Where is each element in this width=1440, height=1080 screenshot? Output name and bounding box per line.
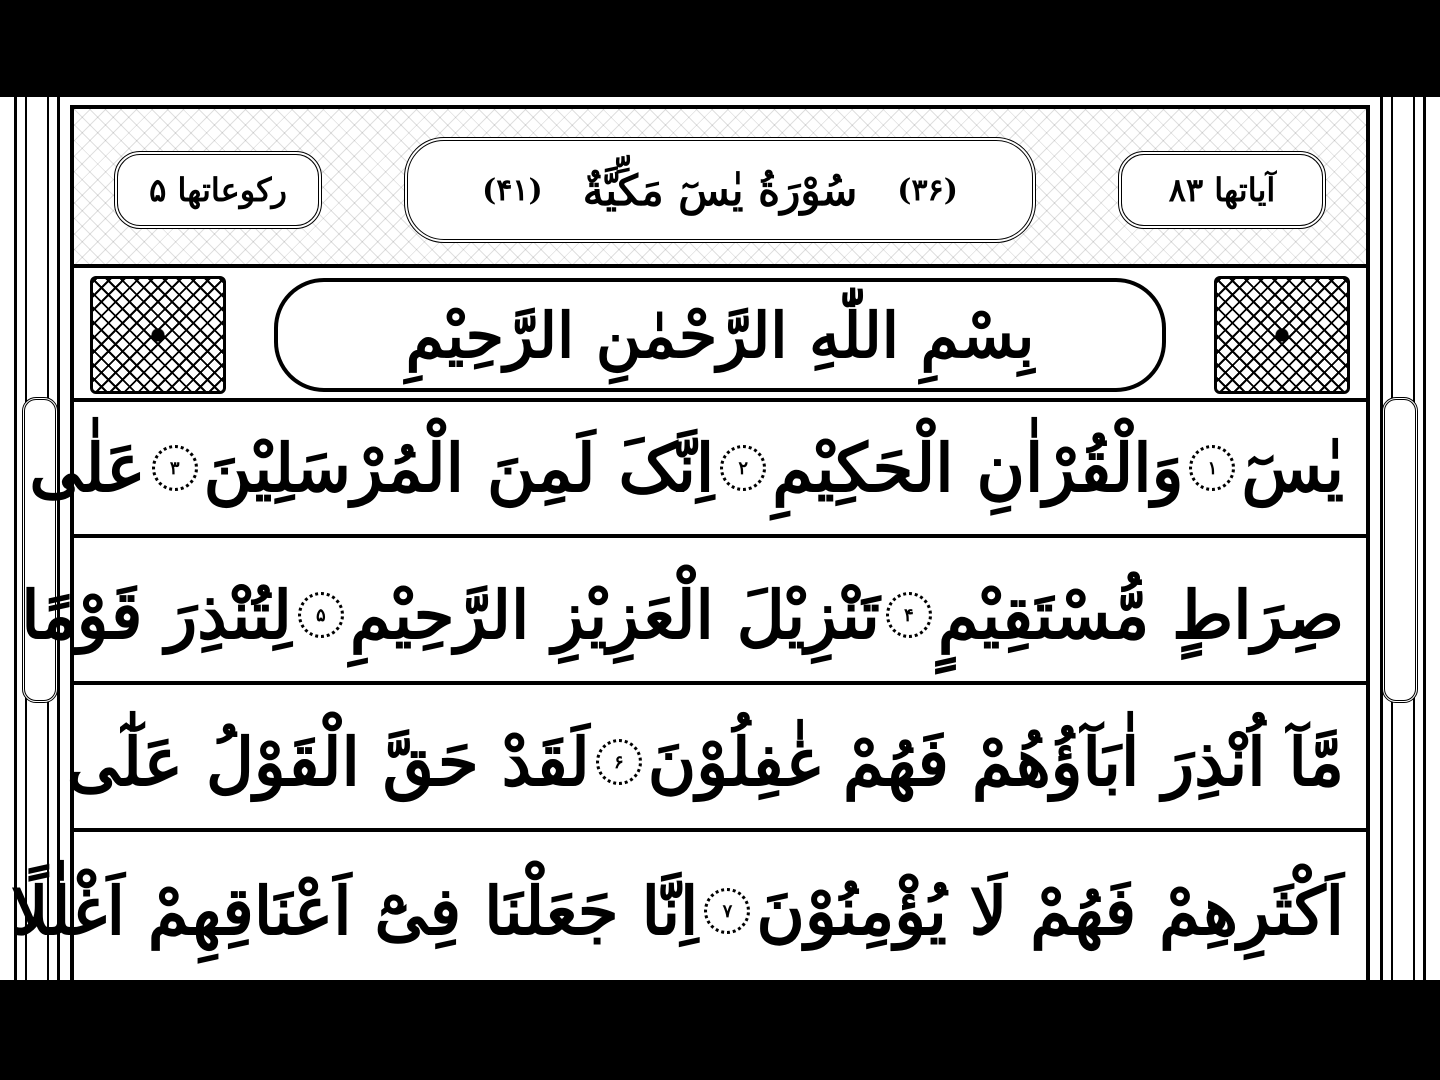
verse-text: عَلٰی bbox=[29, 429, 146, 507]
ayah-number-marker: ۱ bbox=[1189, 445, 1235, 491]
surah-number: (۳۶) bbox=[897, 172, 958, 208]
verse-lines bbox=[10, 402, 1366, 980]
ayah-number-marker: ۴ bbox=[886, 592, 932, 638]
surah-header bbox=[74, 109, 1366, 268]
verse-text: وَالْقُرْاٰنِ الْحَکِیْمِ bbox=[772, 429, 1184, 507]
ruku-count-label: رکوعاتها ۵ bbox=[149, 171, 287, 209]
verse-segment bbox=[146, 429, 715, 507]
verse-text: اَکْثَرِهِمْ فَهُمْ لَا یُؤْمِنُوْنَ bbox=[756, 872, 1344, 950]
verse-text: لِتُنْذِرَ قَوْمًا bbox=[21, 576, 292, 654]
verse-line bbox=[29, 402, 1366, 538]
ayah-number-marker: ۶ bbox=[596, 739, 642, 785]
basmala-band bbox=[74, 268, 1366, 402]
verse-text: مَّآ اُنْذِرَ اٰبَآؤُهُمْ فَهُمْ غٰفِلُوْنَ bbox=[647, 723, 1344, 801]
verse-line bbox=[21, 549, 1366, 685]
verse-text: لَقَدْ حَقَّ الْقَوْلُ عَلٰٓی bbox=[66, 723, 590, 801]
ayah-number-marker: ۷ bbox=[704, 888, 750, 934]
verse-segment bbox=[11, 872, 699, 950]
verse-segment bbox=[67, 723, 590, 801]
quran-page bbox=[0, 97, 1440, 980]
verse-text: اِنَّا جَعَلْنَا فِیْٓ اَعْنَاقِهِمْ اَغْلٰلًا bbox=[10, 872, 699, 950]
verse-text: اِنَّکَ لَمِنَ الْمُرْسَلِیْنَ bbox=[203, 429, 715, 507]
ruku-count-cartouche bbox=[114, 151, 322, 229]
basmala-cartouche bbox=[274, 278, 1166, 392]
verse-segment bbox=[880, 576, 1344, 654]
right-knot-ornament bbox=[1382, 397, 1418, 703]
ayah-number-marker: ۵ bbox=[298, 592, 344, 638]
page-frame bbox=[10, 105, 1370, 980]
ayat-count-label: آیاتها ۸۳ bbox=[1168, 171, 1276, 209]
left-corner-ornament bbox=[90, 276, 226, 394]
verse-segment bbox=[698, 872, 1344, 950]
verse-segment bbox=[21, 576, 292, 654]
verse-segment bbox=[292, 576, 880, 654]
verse-segment bbox=[29, 429, 145, 507]
left-border-ornament bbox=[14, 97, 60, 980]
revelation-order: (۴۱) bbox=[482, 172, 543, 208]
verse-segment bbox=[1183, 429, 1344, 507]
verse-text: یٰسٓ bbox=[1241, 429, 1344, 507]
verse-line bbox=[10, 843, 1366, 979]
basmala-text: بِسْمِ اللّٰهِ الرَّحْمٰنِ الرَّحِیْمِ bbox=[405, 298, 1035, 372]
ayah-number-marker: ۳ bbox=[152, 445, 198, 491]
verse-text: صِرَاطٍ مُّسْتَقِیْمٍ bbox=[937, 576, 1344, 654]
verse-text: تَنْزِیْلَ الْعَزِیْزِ الرَّحِیْمِ bbox=[349, 576, 880, 654]
verse-segment bbox=[714, 429, 1183, 507]
verse-line bbox=[66, 696, 1366, 832]
surah-title: سُوْرَةُ یٰسٓ مَکِّیَّةٌ bbox=[582, 165, 858, 215]
verse-segment bbox=[590, 723, 1344, 801]
right-border-ornament bbox=[1380, 97, 1426, 980]
right-corner-ornament bbox=[1214, 276, 1350, 394]
ayah-number-marker: ۲ bbox=[720, 445, 766, 491]
ayat-count-cartouche bbox=[1118, 151, 1326, 229]
surah-title-cartouche bbox=[404, 137, 1036, 243]
